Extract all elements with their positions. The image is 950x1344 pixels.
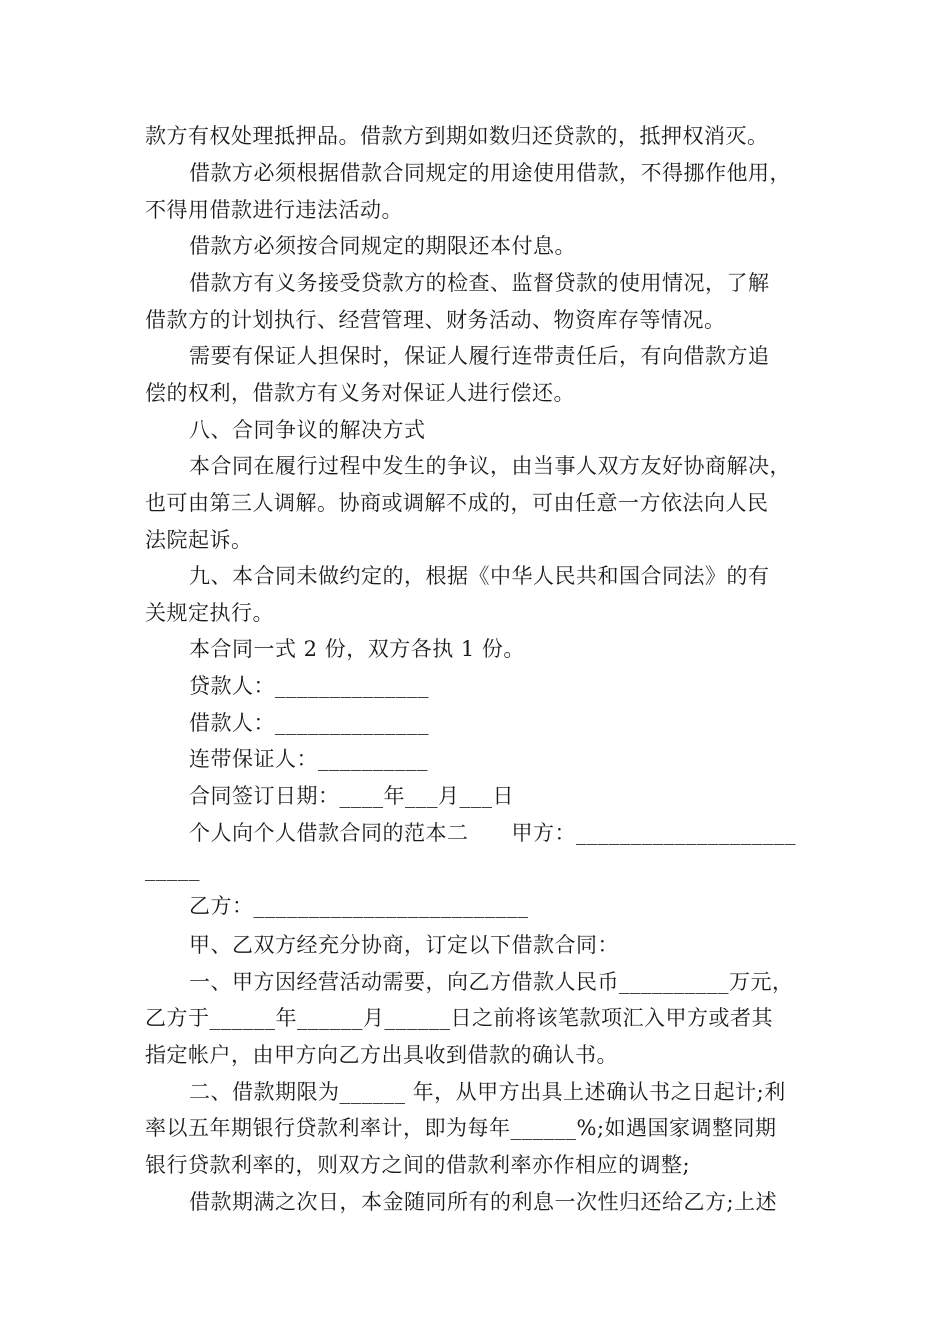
text-line: 借款方有义务接受贷款方的检查、监督贷款的使用情况，了解 (189, 271, 770, 295)
text-line: 款方有权处理抵押品。借款方到期如数归还贷款的，抵押权消灭。 (145, 124, 769, 148)
text-line: 关规定执行。 (145, 601, 274, 625)
text-line: 借款方必须根据借款合同规定的用途使用借款，不得挪作他用， (189, 161, 791, 185)
signing-date-line: 合同签订日期：____年___月___日 (189, 784, 514, 808)
text-line: 也可由第三人调解。协商或调解不成的，可由任意一方依法向人民 (145, 491, 769, 515)
text-line: 乙方于______年______月______日之前将该笔款项汇入甲方或者其 (145, 1006, 773, 1030)
signature-line-borrower: 借款人：______________ (189, 711, 429, 735)
text-line: 一、甲方因经营活动需要，向乙方借款人民币__________万元， (189, 970, 794, 994)
section-heading: 八、合同争议的解决方式 (189, 418, 426, 442)
text-line: 本合同一式 2 份，双方各执 1 份。 (189, 637, 525, 661)
text-line: 借款方的计划执行、经营管理、财务活动、物资库存等情况。 (145, 308, 726, 332)
text-line: 需要有保证人担保时，保证人履行连带责任后，有向借款方追 (189, 344, 770, 368)
text-line: 法院起诉。 (145, 528, 253, 552)
text-line: 二、借款期限为______ 年，从甲方出具上述确认书之日起计;利 (189, 1080, 786, 1104)
text-line: 甲、乙双方经充分协商，订定以下借款合同： (189, 933, 619, 957)
text-line: 本合同在履行过程中发生的争议，由当事人双方友好协商解决， (189, 454, 791, 478)
text-line: 指定帐户，由甲方向乙方出具收到借款的确认书。 (145, 1043, 618, 1067)
text-line: 借款方必须按合同规定的期限还本付息。 (189, 234, 576, 258)
text-line: 九、本合同未做约定的，根据《中华人民共和国合同法》的有 (189, 564, 770, 588)
text-line: 银行贷款利率的，则双方之间的借款利率亦作相应的调整; (145, 1153, 691, 1177)
signature-line-guarantor: 连带保证人：__________ (189, 747, 428, 771)
signature-line-lender: 贷款人：______________ (189, 674, 429, 698)
text-line: 偿的权利，借款方有义务对保证人进行偿还。 (145, 381, 575, 405)
text-line: 乙方：_________________________ (189, 894, 529, 918)
text-line: _____ (145, 857, 200, 881)
text-line: 率以五年期银行贷款利率计，即为每年______%;如遇国家调整同期 (145, 1116, 777, 1140)
text-line: 借款期满之次日，本金随同所有的利息一次性归还给乙方;上述 (189, 1190, 778, 1214)
text-line: 不得用借款进行违法活动。 (145, 198, 403, 222)
text-line: 个人向个人借款合同的范本二 甲方：____________________ (189, 821, 796, 845)
